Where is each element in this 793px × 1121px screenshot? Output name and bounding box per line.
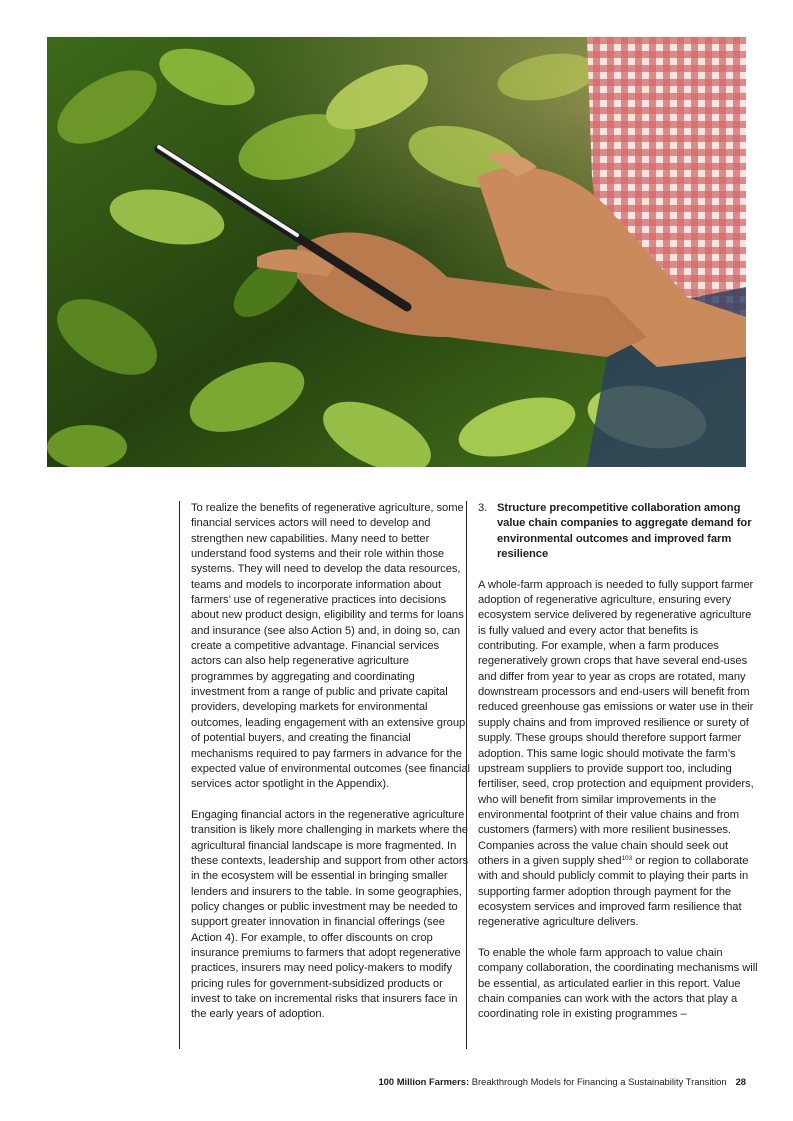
section-heading	[478, 501, 758, 562]
right-column	[466, 501, 758, 1049]
paragraph-text: A whole-farm approach is needed to fully support farmer adoption of regenerative agriculture, ensuring every ecosystem service delivered by regenerative agriculture is fully valued and every actor that benefits is contributing. For example, when a farm produces regeneratively grown crops that have several end-uses and differ from year to year as crops are rotated, many downstream processors and end-users will benefit from reduced greenhouse gas emissions or water use in their supply chains and from improved resilience or surety of supply. These groups should therefore support farmer adoption. This same logic should motivate the farm’s upstream suppliers to provide support too, including fertiliser, seed, crop protection and equipment providers, who will benefit from similar improvements in the environmental footprint of their value chains and from customers (farmers) with more resilient businesses. Companies across the value chain should seek out others in a given supply shed	[478, 578, 754, 867]
footnote-reference[interactable]: 103	[621, 854, 633, 862]
footer-title-bold: 100 Million Farmers:	[378, 1076, 470, 1087]
farmer-tablet-soybean-photo	[47, 37, 746, 467]
heading-number: 3.	[478, 502, 488, 514]
left-column	[179, 501, 471, 1049]
body-paragraph: Engaging financial actors in the regenerative agriculture transition is likely more challenging in markets where the agricultural financial landscape is more fragmented. In these contexts, leadership and support from other actors in the ecosystem will be essential in bringing smaller lenders and insurers to the table. In some geographies, policy changes or public investment may be needed to support greater innovation in financial offerings (see Action 4). For example, to offer discounts on crop insurance premiums to farmers that adopt regenerative practices, insurers may need policy-makers to modify pricing rules for government-subsidized products or invest to take on incremental risks that insurers face in the early years of adoption.	[191, 808, 469, 1021]
body-paragraph: To enable the whole farm approach to value chain company collaboration, the coordinating mechanisms will be essential, as articulated earlier in this report. Value chain companies can work with the actors that play a coordinating role in existing programmes –	[478, 946, 758, 1021]
heading-text: Structure precompetitive collaboration among value chain companies to aggregate demand for environmental outcomes and improved farm resilience	[497, 502, 752, 561]
page-number: 28	[735, 1076, 746, 1087]
footer-title-rest: Breakthrough Models for Financing a Sustainability Transition	[469, 1076, 727, 1087]
paragraph-text: or region to collaborate with and should publicly commit to playing their parts in supporting farmer adoption through payment for the ecosystem services and improved farm resilience that regenerative agriculture delivers.	[478, 854, 749, 929]
body-paragraph: To realize the benefits of regenerative agriculture, some financial services actors will need to develop and strengthen new capabilities. Many need to better understand food systems and their role within those systems. They will need to develop the data resources, teams and models to incorporate information about farmers’ use of regenerative practices into decisions about new product design, eligibility and terms for loans and insurance (see also Action 5) and, in doing so, can create a competitive advantage. Financial services actors can also help regenerative agriculture programmes by aggregating and coordinating investment from a range of public and private capital providers, developing markets for environmental outcomes, leading engagement with an extensive group of potential buyers, and creating the financial mechanisms required to pay farmers in advance for the expected value of environmental outcomes (see financial services actor spotlight in the Appendix).	[191, 502, 470, 791]
body-paragraph	[478, 578, 758, 931]
hero-photo	[47, 37, 746, 467]
page-footer	[378, 1076, 746, 1087]
